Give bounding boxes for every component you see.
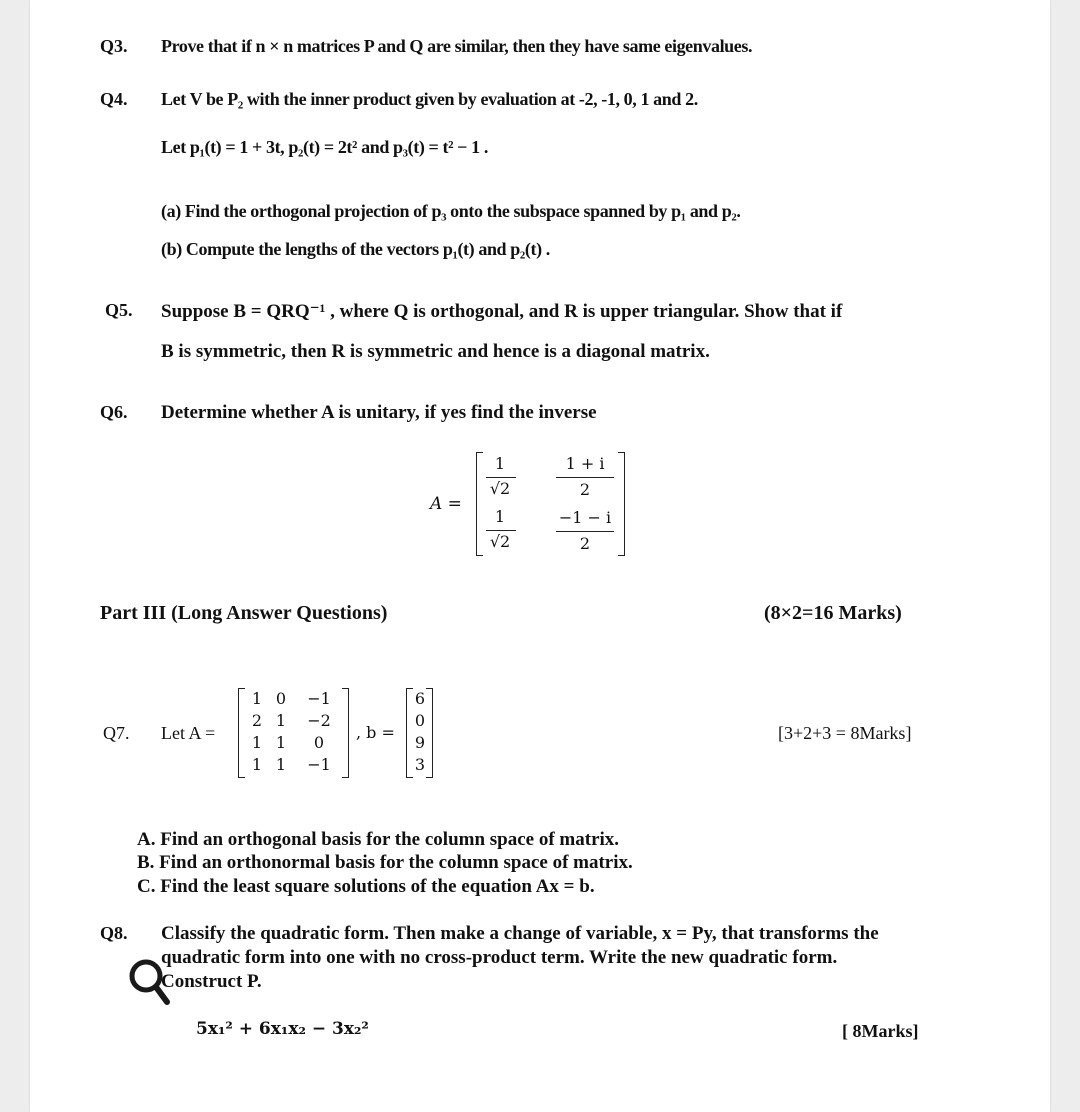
vector-b-cell: 3: [414, 755, 426, 774]
matrix-a-cell: −2: [307, 711, 331, 730]
a21-fraction-bar: [486, 530, 516, 531]
q8-label: Q8.: [100, 923, 128, 943]
vector-b-cell: 6: [414, 689, 426, 708]
q6-label: Q6.: [100, 402, 128, 422]
a11-denominator: √2: [489, 479, 511, 498]
q7-label: Q7.: [103, 723, 130, 743]
document-page: [30, 0, 1050, 1112]
matrix-a-cell: −1: [307, 755, 331, 774]
matrix-a-cell: 0: [275, 689, 287, 708]
q4-line1: Let V be P₂ with the inner product given by evaluation at -2, -1, 0, 1 and 2.: [161, 89, 698, 109]
matrix-a-cell: 1: [275, 733, 287, 752]
vector-b-cell: 9: [414, 733, 426, 752]
q4-part-a: (a) Find the orthogonal projection of p₃ onto the subspace spanned by p₁ and p₂.: [161, 201, 741, 221]
matrix-a-cell: 1: [275, 755, 287, 774]
q8-line3: Construct P.: [161, 971, 262, 992]
part3-title: Part III (Long Answer Questions): [100, 602, 388, 624]
q3-label: Q3.: [100, 36, 128, 56]
matrix-a-cell: 2: [251, 711, 263, 730]
a12-denominator: 2: [579, 480, 591, 499]
q7-let-a: Let A =: [161, 723, 216, 743]
q6-text: Determine whether A is unitary, if yes find the inverse: [161, 402, 597, 423]
matrix-a-cell: 1: [251, 689, 263, 708]
q7-matrix-a: [238, 688, 354, 780]
q5-line2: B is symmetric, then R is symmetric and hence is a diagonal matrix.: [161, 341, 710, 362]
a21-denominator: √2: [489, 532, 511, 551]
matrix-a-cell: 0: [313, 733, 325, 752]
q7-marks: [3+2+3 = 8Marks]: [778, 723, 912, 743]
q7-b-label: , b =: [356, 723, 395, 742]
q5-line1: Suppose B = QRQ⁻¹ , where Q is orthogonal, and R is upper triangular. Show that if: [161, 301, 843, 322]
q7-item-b: B. Find an orthonormal basis for the column space of matrix.: [137, 852, 633, 873]
q5-label: Q5.: [105, 300, 133, 320]
matrix-a-cell: 1: [275, 711, 287, 730]
a22-denominator: 2: [579, 534, 591, 553]
q7-vector-b: [406, 688, 436, 780]
matrix-a-right-bracket: [342, 688, 349, 778]
a12-numerator: 1 + i: [565, 454, 605, 473]
a12-fraction-bar: [556, 477, 614, 478]
matrix-right-bracket: [618, 452, 625, 556]
q4-line2: Let p₁(t) = 1 + 3t, p₂(t) = 2t² and p₃(t) = t² − 1 .: [161, 137, 488, 157]
q8-line2: quadratic form into one with no cross-product term. Write the new quadratic form.: [161, 947, 838, 968]
q7-item-a: A. Find an orthogonal basis for the column space of matrix.: [137, 829, 620, 850]
q8-marks: [ 8Marks]: [842, 1021, 919, 1041]
matrix-a-left-bracket: [238, 688, 245, 778]
q6-matrix-label: A =: [430, 494, 462, 514]
q7-item-c: C. Find the least square solutions of the equation Ax = b.: [137, 876, 595, 897]
vector-b-cell: 0: [414, 711, 426, 730]
q8-formula: 5x₁² + 6x₁x₂ − 3x₂²: [196, 1019, 369, 1039]
magnifier-icon[interactable]: [128, 958, 170, 1008]
a21-numerator: 1: [494, 507, 506, 526]
q4-part-b: (b) Compute the lengths of the vectors p₁(t) and p₂(t) .: [161, 239, 550, 259]
a22-fraction-bar: [556, 531, 614, 532]
matrix-a-cell: 1: [251, 755, 263, 774]
a11-numerator: 1: [494, 454, 506, 473]
matrix-a-cell: −1: [307, 689, 331, 708]
a11-fraction-bar: [486, 477, 516, 478]
matrix-a-cell: 1: [251, 733, 263, 752]
part3-marks: (8×2=16 Marks): [764, 602, 902, 624]
q4-label: Q4.: [100, 89, 128, 109]
q3-text: Prove that if n × n matrices P and Q are similar, then they have same eigenvalues.: [161, 36, 753, 56]
q8-line1: Classify the quadratic form. Then make a change of variable, x = Py, that transforms the: [161, 923, 879, 944]
a22-numerator: −1 − i: [558, 508, 612, 527]
